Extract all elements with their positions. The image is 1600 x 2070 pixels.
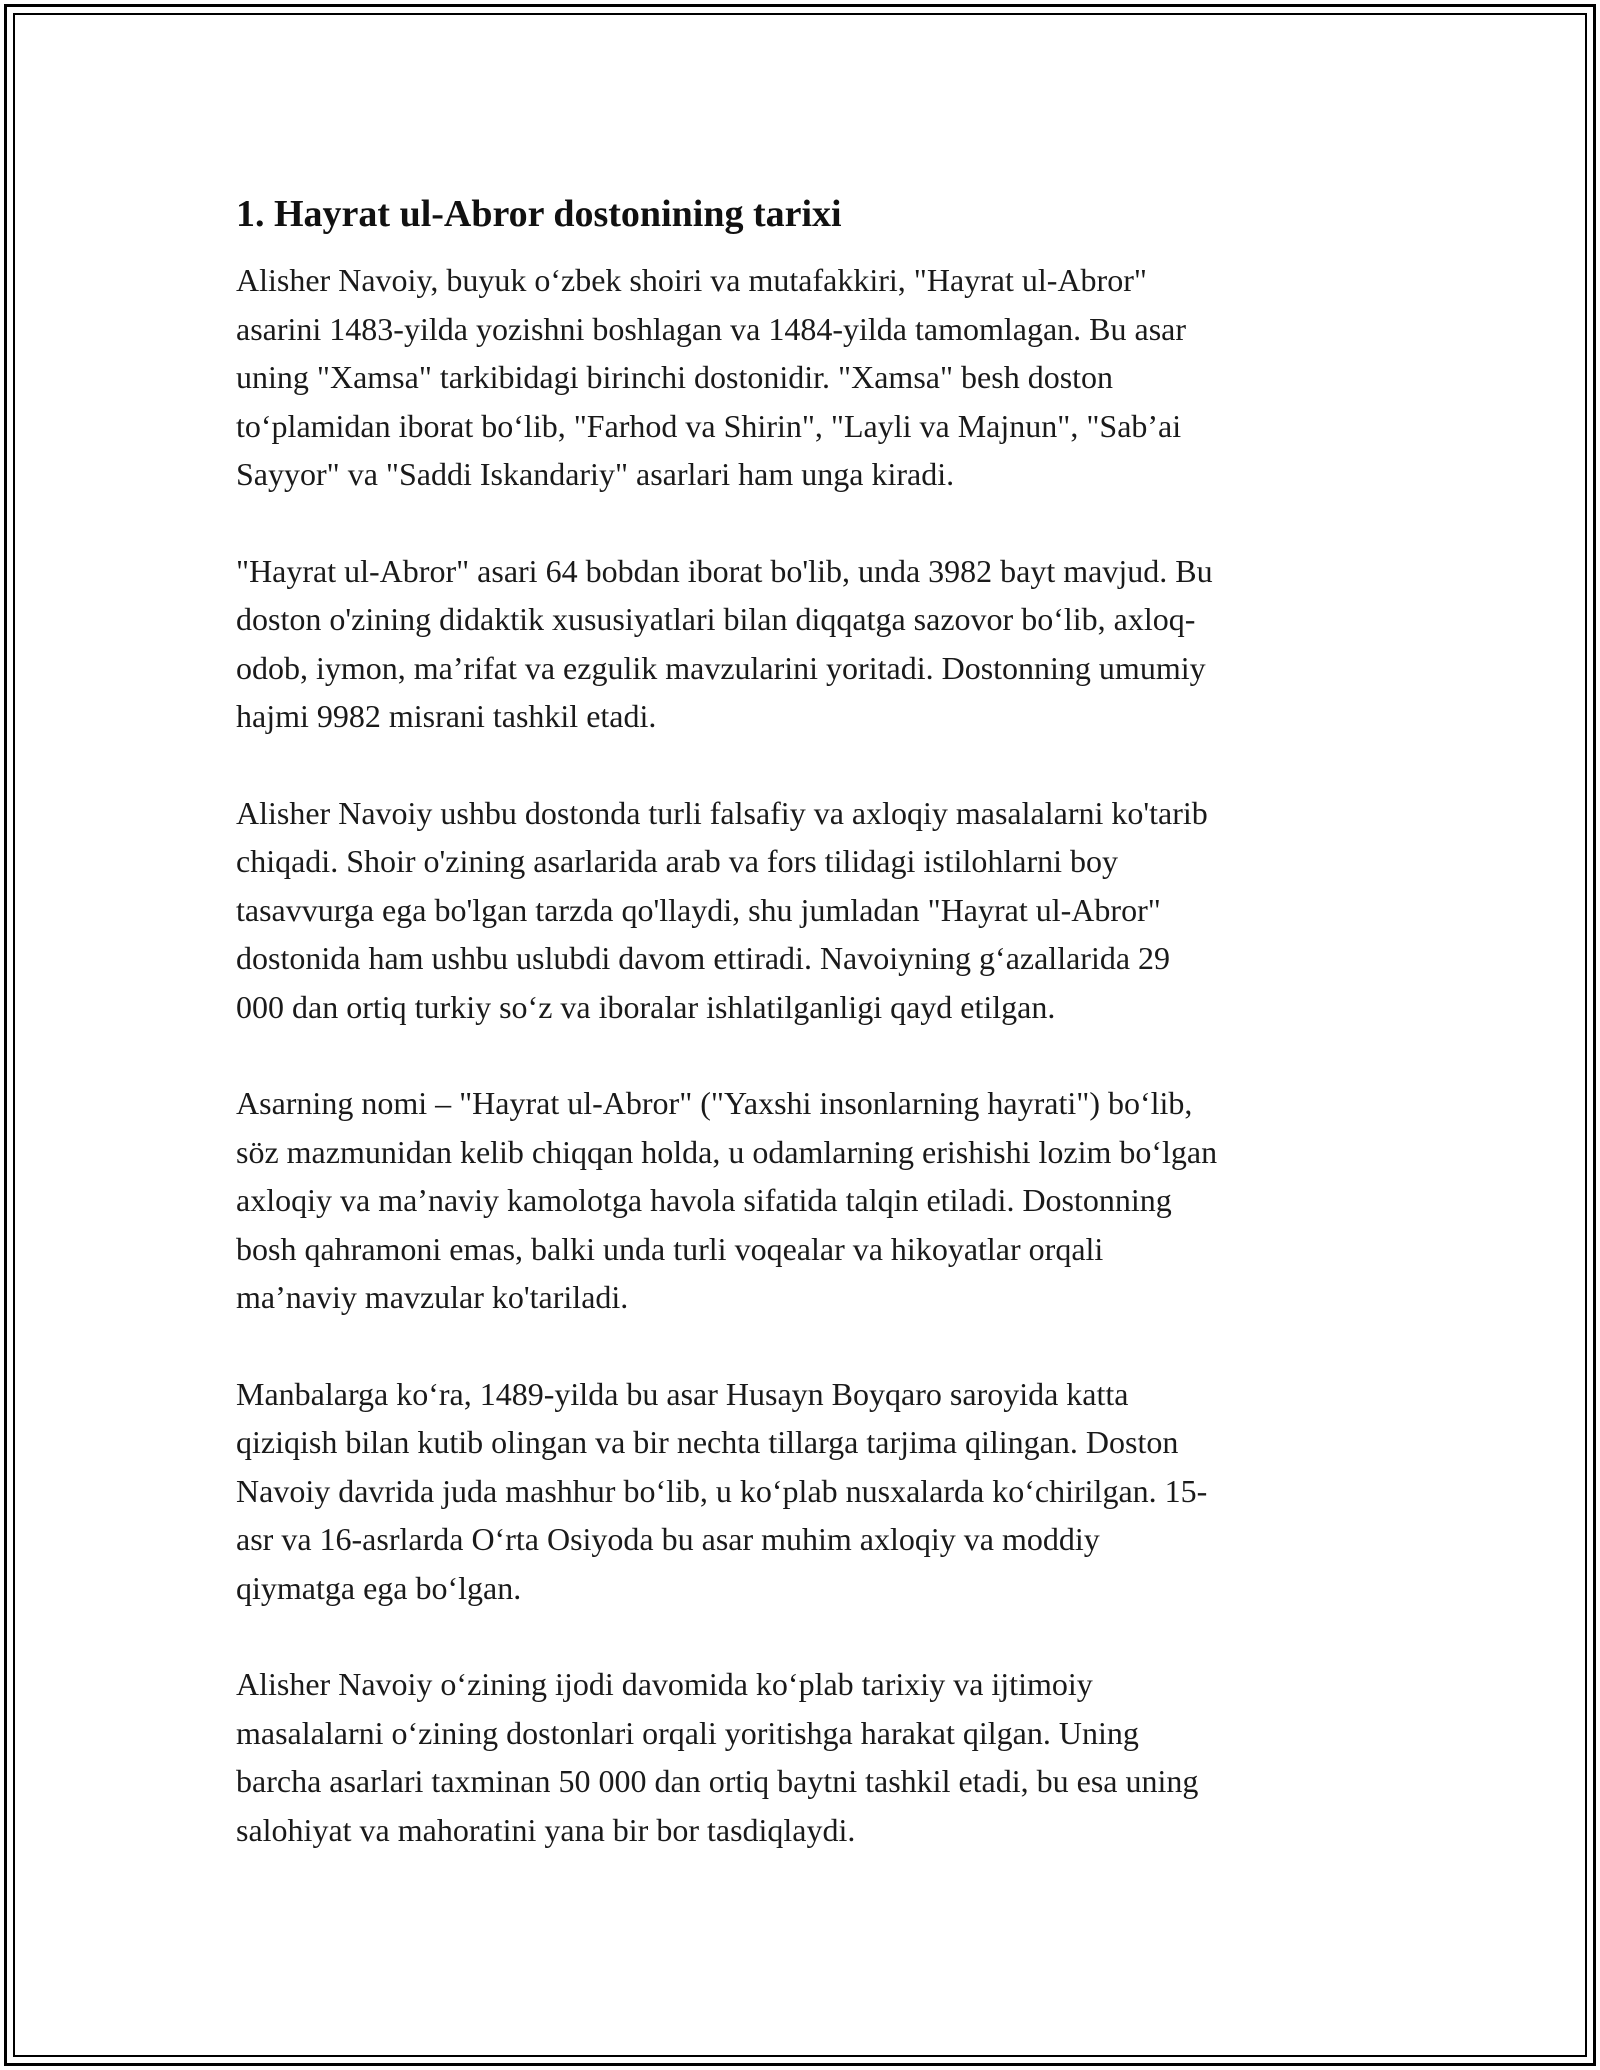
text-line: qiziqish bilan kutib olingan va bir nechta tillarga tarjima qilingan. Doston xyxy=(236,1424,1179,1460)
text-line: Alisher Navoiy ushbu dostonda turli falsafiy va axloqiy masalalarni ko'tarib xyxy=(236,794,1208,831)
text-line: masalalarni o‘zining dostonlari orqali yoritishga harakat qilgan. Uning xyxy=(236,1714,1139,1751)
text-line: to‘plamidan iborat bo‘lib, "Farhod va Shirin", "Layli va Majnun", "Sab’ai xyxy=(236,407,1182,444)
text-line: qiymatga ega bo‘lgan. xyxy=(236,1569,522,1606)
paragraph-4 xyxy=(236,1079,1366,1322)
text-line: söz mazmunidan kelib chiqqan holda, u odamlarning erishishi lozim bo‘lgan xyxy=(236,1133,1218,1170)
text-line: ma’naviy mavzular ko'tariladi. xyxy=(236,1279,629,1315)
text-line: Sayyor" va "Saddi Iskandariy" asarlari ham unga kiradi. xyxy=(236,456,955,492)
text-line: Manbalarga ko‘ra, 1489-yilda bu asar Husayn Boyqaro saroyida katta xyxy=(236,1375,1129,1412)
paragraph-6 xyxy=(236,1660,1366,1854)
text-line: tasavvurga ega bo'lgan tarzda qo'llaydi, shu jumladan "Hayrat ul-Abror" xyxy=(236,891,1161,928)
document-title: 1. Hayrat ul-Abror dostonining tarixi xyxy=(236,193,842,235)
text-line: salohiyat va mahoratini yana bir bor tasdiqlaydi. xyxy=(236,1811,856,1848)
text-line: uning "Xamsa" tarkibidagi birinchi dostonidir. "Xamsa" besh doston xyxy=(236,359,1114,395)
paragraph-1 xyxy=(236,256,1366,499)
paragraph-2 xyxy=(236,547,1366,741)
text-line: bosh qahramoni emas, balki unda turli voqealar va hikoyatlar orqali xyxy=(236,1230,1104,1267)
paragraph-3 xyxy=(236,789,1366,1032)
document-body xyxy=(236,186,1366,1902)
text-line: asarini 1483-yilda yozishni boshlagan va 1484-yilda tamomlagan. Bu asar xyxy=(236,310,1186,347)
text-line: Alisher Navoiy, buyuk o‘zbek shoiri va mutafakkiri, "Hayrat ul-Abror" xyxy=(236,262,1147,298)
text-line: asr va 16-asrlarda O‘rta Osiyoda bu asar muhim axloqiy va moddiy xyxy=(236,1521,1100,1557)
text-line: Alisher Navoiy o‘zining ijodi davomida ko‘plab tarixiy va ijtimoiy xyxy=(236,1666,1093,1702)
text-line: 000 dan ortiq turkiy so‘z va iboralar ishlatilganligi qayd etilgan. xyxy=(236,988,1056,1025)
text-line: dostonida ham ushbu uslubdi davom ettiradi. Navoiyning g‘azallarida 29 xyxy=(236,940,1171,976)
text-line: barcha asarlari taxminan 50 000 dan ortiq baytni tashkil etadi, bu esa uning xyxy=(236,1763,1199,1799)
text-line: axloqiy va ma’naviy kamolotga havola sifatida talqin etiladi. Dostonning xyxy=(236,1182,1172,1218)
text-line: doston o'zining didaktik xususiyatlari bilan diqqatga sazovor bo‘lib, axloq- xyxy=(236,601,1196,637)
text-line: Navoiy davrida juda mashhur bo‘lib, u ko‘plab nusxalarda ko‘chirilgan. 15- xyxy=(236,1472,1208,1509)
text-line: "Hayrat ul-Abror" asari 64 bobdan iborat bo'lib, unda 3982 bayt mavjud. Bu xyxy=(236,552,1213,589)
text-line: chiqadi. Shoir o'zining asarlarida arab va fors tilidagi istilohlarni boy xyxy=(236,843,1118,879)
paragraph-5 xyxy=(236,1370,1366,1613)
text-line: hajmi 9982 misrani tashkil etadi. xyxy=(236,698,657,734)
text-line: Asarning nomi – "Hayrat ul-Abror" ("Yaxshi insonlarning hayrati") bo‘lib, xyxy=(236,1085,1193,1121)
text-line: odob, iymon, ma’rifat va ezgulik mavzularini yoritadi. Dostonning umumiy xyxy=(236,649,1206,686)
